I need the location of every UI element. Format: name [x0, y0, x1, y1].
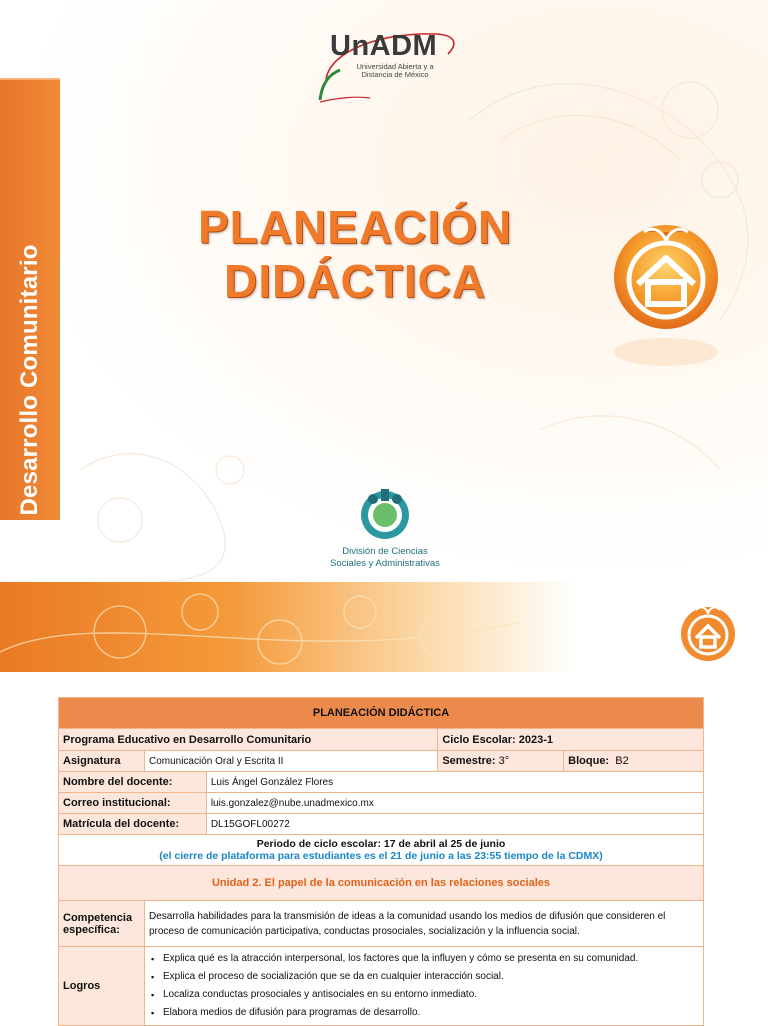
logros-list	[149, 950, 699, 1022]
table-row	[59, 793, 704, 814]
matricula-value: DL15GOFL00272	[206, 814, 703, 835]
unidad-title: Unidad 2. El papel de la comunicación en las relaciones sociales	[59, 866, 704, 901]
semestre-label: Semestre:	[442, 755, 496, 767]
competencia-value: Desarrolla habilidades para la transmisión de ideas a la comunidad usando los medios de difusión que consideren el proceso de comunicación participativa, conductas prosociales, socialización y la influencia social.	[144, 901, 703, 947]
logo-subtitle: Universidad Abierta y a Distancia de México	[356, 62, 434, 79]
unadm-logo	[316, 24, 461, 104]
periodo-cell	[59, 835, 704, 866]
asignatura-value: Comunicación Oral y Escrita II	[144, 751, 437, 772]
table-row	[59, 814, 704, 835]
table-row	[59, 835, 704, 866]
division-line1: División de Ciencias	[342, 546, 428, 557]
programa-cell: Programa Educativo en Desarrollo Comunitario	[59, 729, 438, 751]
matricula-label: Matrícula del docente:	[59, 814, 207, 835]
docente-label: Nombre del docente:	[59, 772, 207, 793]
table-row	[59, 947, 704, 1026]
table-row	[59, 901, 704, 947]
list-item: ▪ Localiza conductas prosociales y antisociales en su entorno inmediato.	[163, 986, 699, 1004]
cover-title-line2: DIDÁCTICA	[224, 255, 486, 307]
periodo-note: (el cierre de plataforma para estudiantes es el 21 de junio a las 23:55 tiempo de la CDMX)	[159, 850, 603, 862]
division-emblem-icon	[355, 485, 415, 545]
asignatura-label: Asignatura	[59, 751, 145, 772]
banner-swirls	[0, 582, 768, 672]
semestre-value: 3°	[498, 755, 510, 767]
logo-name: UnADM	[330, 30, 438, 62]
cover-title	[170, 200, 540, 308]
ciclo-cell: Ciclo Escolar: 2023-1	[438, 729, 704, 751]
correo-value: luis.gonzalez@nube.unadmexico.mx	[206, 793, 703, 814]
competencia-label: Competencia específica:	[59, 901, 145, 947]
table-row	[59, 866, 704, 901]
table-row	[59, 751, 704, 772]
division-name	[310, 546, 460, 570]
table-row	[59, 729, 704, 751]
planeacion-table	[58, 697, 704, 1026]
division-line2: Sociales y Administrativas	[330, 558, 440, 569]
list-item: ▪ Elabora medios de difusión para programas de desarrollo.	[163, 1004, 699, 1022]
semestre-cell	[438, 751, 564, 772]
bloque-cell	[564, 751, 704, 772]
table-title: PLANEACIÓN DIDÁCTICA	[59, 698, 704, 729]
community-house-icon	[606, 222, 726, 382]
list-item: ▪ Explica qué es la atracción interpersonal, los factores que la influyen y cómo se presenta en su comunidad.	[163, 950, 699, 968]
table-row	[59, 698, 704, 729]
cover-title-line1: PLANEACIÓN	[197, 201, 513, 253]
table-row	[59, 772, 704, 793]
banner-house-icon	[674, 602, 742, 662]
docente-value: Luis Ángel González Flores	[206, 772, 703, 793]
header-banner	[0, 582, 768, 672]
list-item: ▪ Explica el proceso de socialización que se da en cualquier interacción social.	[163, 968, 699, 986]
periodo-dates: Periodo de ciclo escolar: 17 de abril al 25 de junio	[256, 838, 506, 850]
sidebar-title: Desarrollo Comunitario	[16, 244, 43, 516]
logros-label: Logros	[59, 947, 145, 1026]
bloque-value: B2	[615, 755, 629, 767]
logros-cell	[144, 947, 703, 1026]
sidebar-band	[0, 78, 60, 520]
correo-label: Correo institucional:	[59, 793, 207, 814]
bloque-label: Bloque:	[568, 755, 610, 767]
